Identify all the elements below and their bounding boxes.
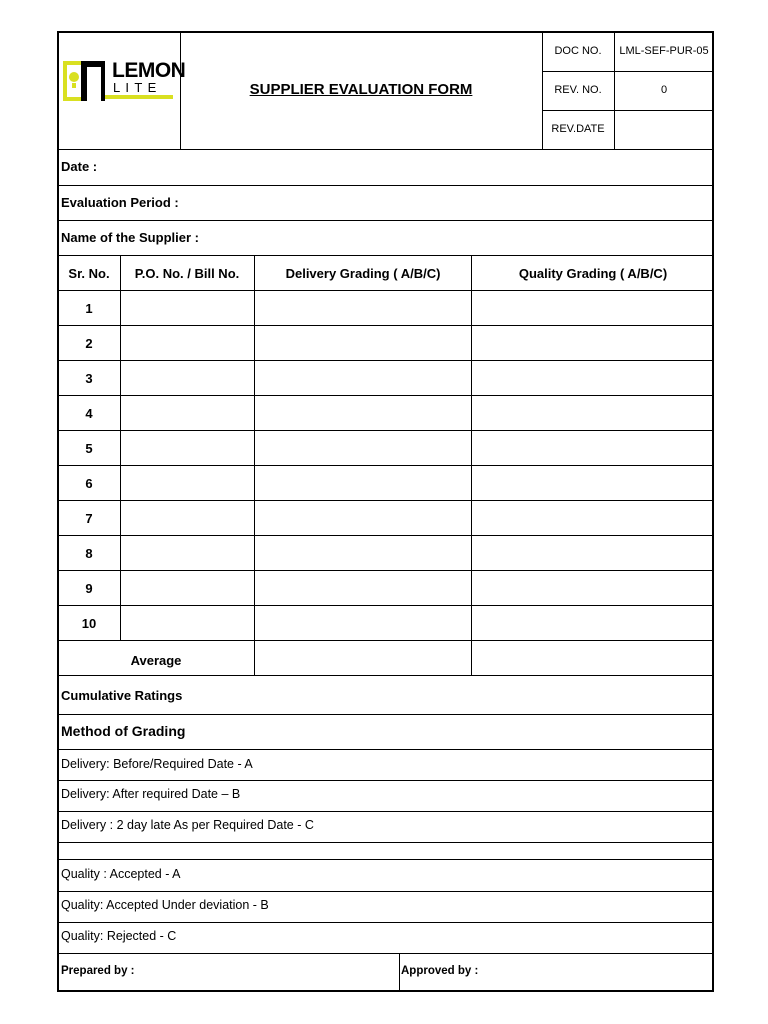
divider xyxy=(59,953,714,954)
rev-no-label: REV. NO. xyxy=(554,84,602,96)
divider xyxy=(59,922,714,923)
logo-brand-top: LEMON xyxy=(112,59,186,82)
cumulative-ratings-label: Cumulative Ratings xyxy=(61,688,183,703)
delivery-grade-c: Delivery : 2 day late As per Required Date - C xyxy=(61,818,314,832)
row-number: 10 xyxy=(81,616,97,631)
divider xyxy=(59,149,714,150)
delivery-grade-b: Delivery: After required Date – B xyxy=(61,787,241,801)
row-number: 2 xyxy=(85,336,93,351)
table-row-divider xyxy=(59,395,714,396)
table-row-divider xyxy=(59,290,714,291)
table-row-divider xyxy=(59,465,714,466)
evaluation-period-field[interactable]: Evaluation Period : xyxy=(61,195,179,210)
table-col-divider xyxy=(254,255,255,675)
supplier-evaluation-form xyxy=(57,31,714,992)
table-row-divider xyxy=(59,325,714,326)
divider xyxy=(59,891,714,892)
quality-grade-b: Quality: Accepted Under deviation - B xyxy=(61,898,269,912)
average-label: Average xyxy=(130,653,182,668)
table-row-divider xyxy=(59,675,714,676)
prepared-by-field[interactable]: Prepared by : xyxy=(61,965,135,977)
table-row-divider xyxy=(59,430,714,431)
row-number: 1 xyxy=(85,301,93,316)
table-row-divider xyxy=(59,535,714,536)
divider xyxy=(59,859,714,860)
divider xyxy=(542,110,714,111)
approved-by-field[interactable]: Approved by : xyxy=(401,965,479,977)
divider xyxy=(59,749,714,750)
row-number: 9 xyxy=(85,581,93,596)
divider xyxy=(59,842,714,843)
divider xyxy=(614,33,615,149)
row-number: 4 xyxy=(85,406,93,421)
company-logo xyxy=(63,57,186,107)
table-row-divider xyxy=(59,360,714,361)
row-number: 7 xyxy=(85,511,93,526)
doc-no-value: LML-SEF-PUR-05 xyxy=(619,45,709,57)
divider xyxy=(542,33,543,149)
form-title: SUPPLIER EVALUATION FORM xyxy=(249,81,473,98)
table-row-divider xyxy=(59,500,714,501)
col-header-po-bill: P.O. No. / Bill No. xyxy=(134,266,240,281)
logo-brand-bottom: L I T E xyxy=(113,80,158,95)
rev-date-label: REV.DATE xyxy=(551,123,605,135)
table-row-divider xyxy=(59,570,714,571)
row-number: 5 xyxy=(85,441,93,456)
divider xyxy=(59,255,714,256)
doc-no-label: DOC NO. xyxy=(554,45,602,57)
row-number: 6 xyxy=(85,476,93,491)
delivery-grade-a: Delivery: Before/Required Date - A xyxy=(61,757,253,771)
quality-grade-a: Quality : Accepted - A xyxy=(61,867,181,881)
quality-grade-c: Quality: Rejected - C xyxy=(61,929,177,943)
divider xyxy=(59,811,714,812)
table-row-divider xyxy=(59,605,714,606)
table-row-divider xyxy=(59,640,714,641)
divider xyxy=(59,714,714,715)
divider xyxy=(59,185,714,186)
rev-no-value: 0 xyxy=(660,84,668,96)
divider xyxy=(59,220,714,221)
col-header-sr-no: Sr. No. xyxy=(68,266,110,281)
row-number: 3 xyxy=(85,371,93,386)
row-number: 8 xyxy=(85,546,93,561)
table-col-divider xyxy=(471,255,472,675)
divider xyxy=(59,780,714,781)
divider xyxy=(180,33,181,149)
divider xyxy=(542,71,714,72)
col-header-quality-grading: Quality Grading ( A/B/C) xyxy=(518,266,668,281)
divider xyxy=(399,953,400,992)
date-field[interactable]: Date : xyxy=(61,159,98,174)
grading-method-heading: Method of Grading xyxy=(61,723,186,739)
col-header-delivery-grading: Delivery Grading ( A/B/C) xyxy=(285,266,441,281)
supplier-name-field[interactable]: Name of the Supplier : xyxy=(61,230,199,245)
table-col-divider xyxy=(120,255,121,640)
